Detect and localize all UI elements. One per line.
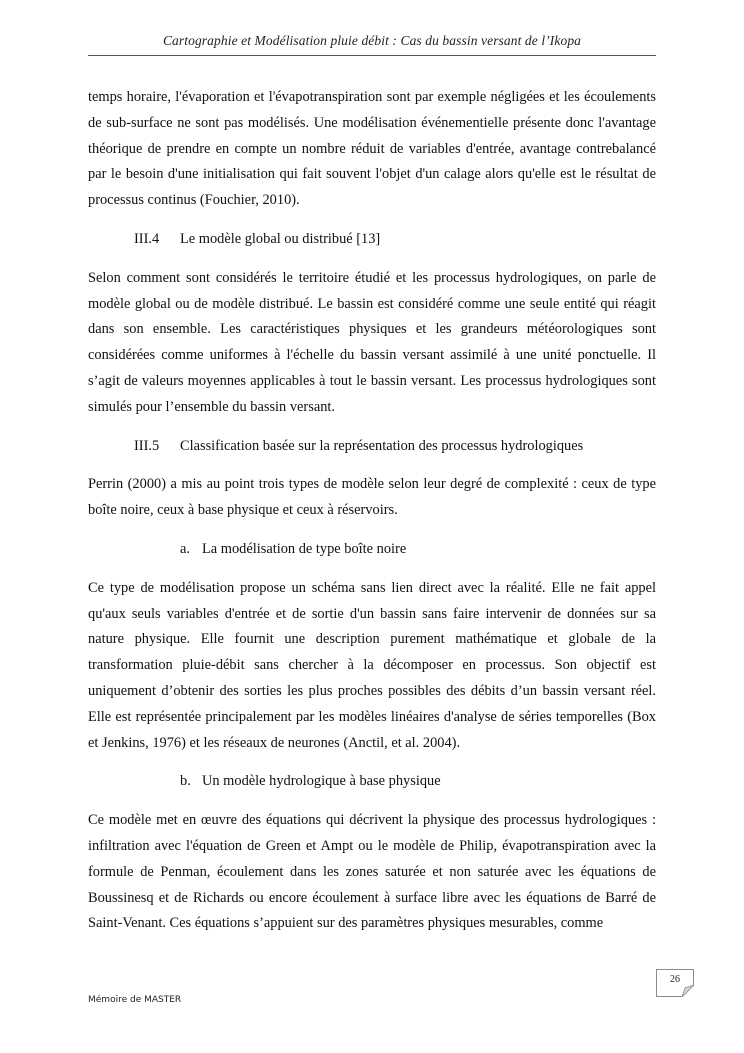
page-number-box: [656, 969, 694, 997]
subsection-letter: a.: [180, 540, 190, 557]
paragraph-5: Ce modèle met en œuvre des équations qui décrivent la physique des processus hydrologiques : infiltration avec l'équation de Green et Ampt ou le modèle de Philip, évapotranspiration avec la formule de Penman, écoulement dans les zones saturée et non saturée avec les équations de Boussinesq et de Richards ou encore écoulement à surface libre avec les équations de Barré de Saint-Venant. Ces équations s’appuient sur des paramètres physiques mesurables, comme: [88, 812, 656, 932]
running-header: Cartographie et Modélisation pluie débit : Cas du bassin versant de l’Ikopa: [162, 33, 582, 48]
paragraph-2: Selon comment sont considérés le territoire étudié et les processus hydrologiques, on parle de modèle global ou de modèle distribué. Le bassin est considéré comme une seule entité qui réagit dans son ensemble. Les caractéristiques physiques et les grandeurs météorologiques sont considérées comme uniformes à l'échelle du bassin versant assimilé à une unité ponctuelle. Il s’agit de valeurs moyennes applicables à tout le bassin versant. Les processus hydrologiques sont simulés pour l’ensemble du bassin versant.: [88, 269, 656, 415]
heading-subsection-b: [88, 769, 656, 795]
paragraph-4: Ce type de modélisation propose un schéma sans lien direct avec la réalité. Elle ne fait appel qu'aux seuls variables d'entrée et de sortie d'un bassin sans faire intervenir de données sur sa nature physique. Elle fournit une description purement mathématique et globale de la transformation pluie-débit sans chercher à la décomposer en processus. Son objectif est uniquement d’obtenir des sorties les plus proches possibles des débits d’un bassin versant réel. Elle est représentée principalement par les modèles linéaires d'analyse de séries temporelles (Box et Jenkins, 1976) et les réseaux de neurones (Anctil, et al. 2004).: [88, 579, 656, 751]
page-curl-icon: [682, 985, 694, 997]
section-number: III.5: [134, 437, 160, 454]
paragraph-1: temps horaire, l'évaporation et l'évapotranspiration sont par exemple négligées et les écoulements de sub-surface ne sont pas modélisés. Une modélisation événementielle présente donc l'avantage théorique de prendre en compte un nombre réduit de variables d'entrée, avantage contrebalancé par le besoin d'une initialisation qui fait souvent l'objet d'un calage alors qu'elle est le résultat de processus continus (Fouchier, 2010).: [88, 89, 656, 209]
document-body: [88, 85, 656, 937]
footer-label: Mémoire de MASTER: [88, 995, 182, 1005]
paragraph-3: Perrin (2000) a mis au point trois types de modèle selon leur degré de complexité : ceux de type boîte noire, ceux à base physique et ceux à réservoirs.: [88, 476, 656, 519]
subsection-title: La modélisation de type boîte noire: [202, 540, 407, 557]
section-number: III.4: [134, 230, 160, 247]
heading-section-3-5: [88, 434, 656, 460]
subsection-letter: b.: [180, 773, 191, 790]
section-title: Le modèle global ou distribué [13]: [180, 230, 381, 247]
section-title: Classification basée sur la représentation des processus hydrologiques: [180, 437, 584, 454]
heading-section-3-4: [88, 227, 656, 253]
heading-subsection-a: [88, 537, 656, 563]
header-rule: [88, 55, 656, 56]
page-number: 26: [670, 974, 680, 985]
subsection-title: Un modèle hydrologique à base physique: [202, 773, 441, 790]
